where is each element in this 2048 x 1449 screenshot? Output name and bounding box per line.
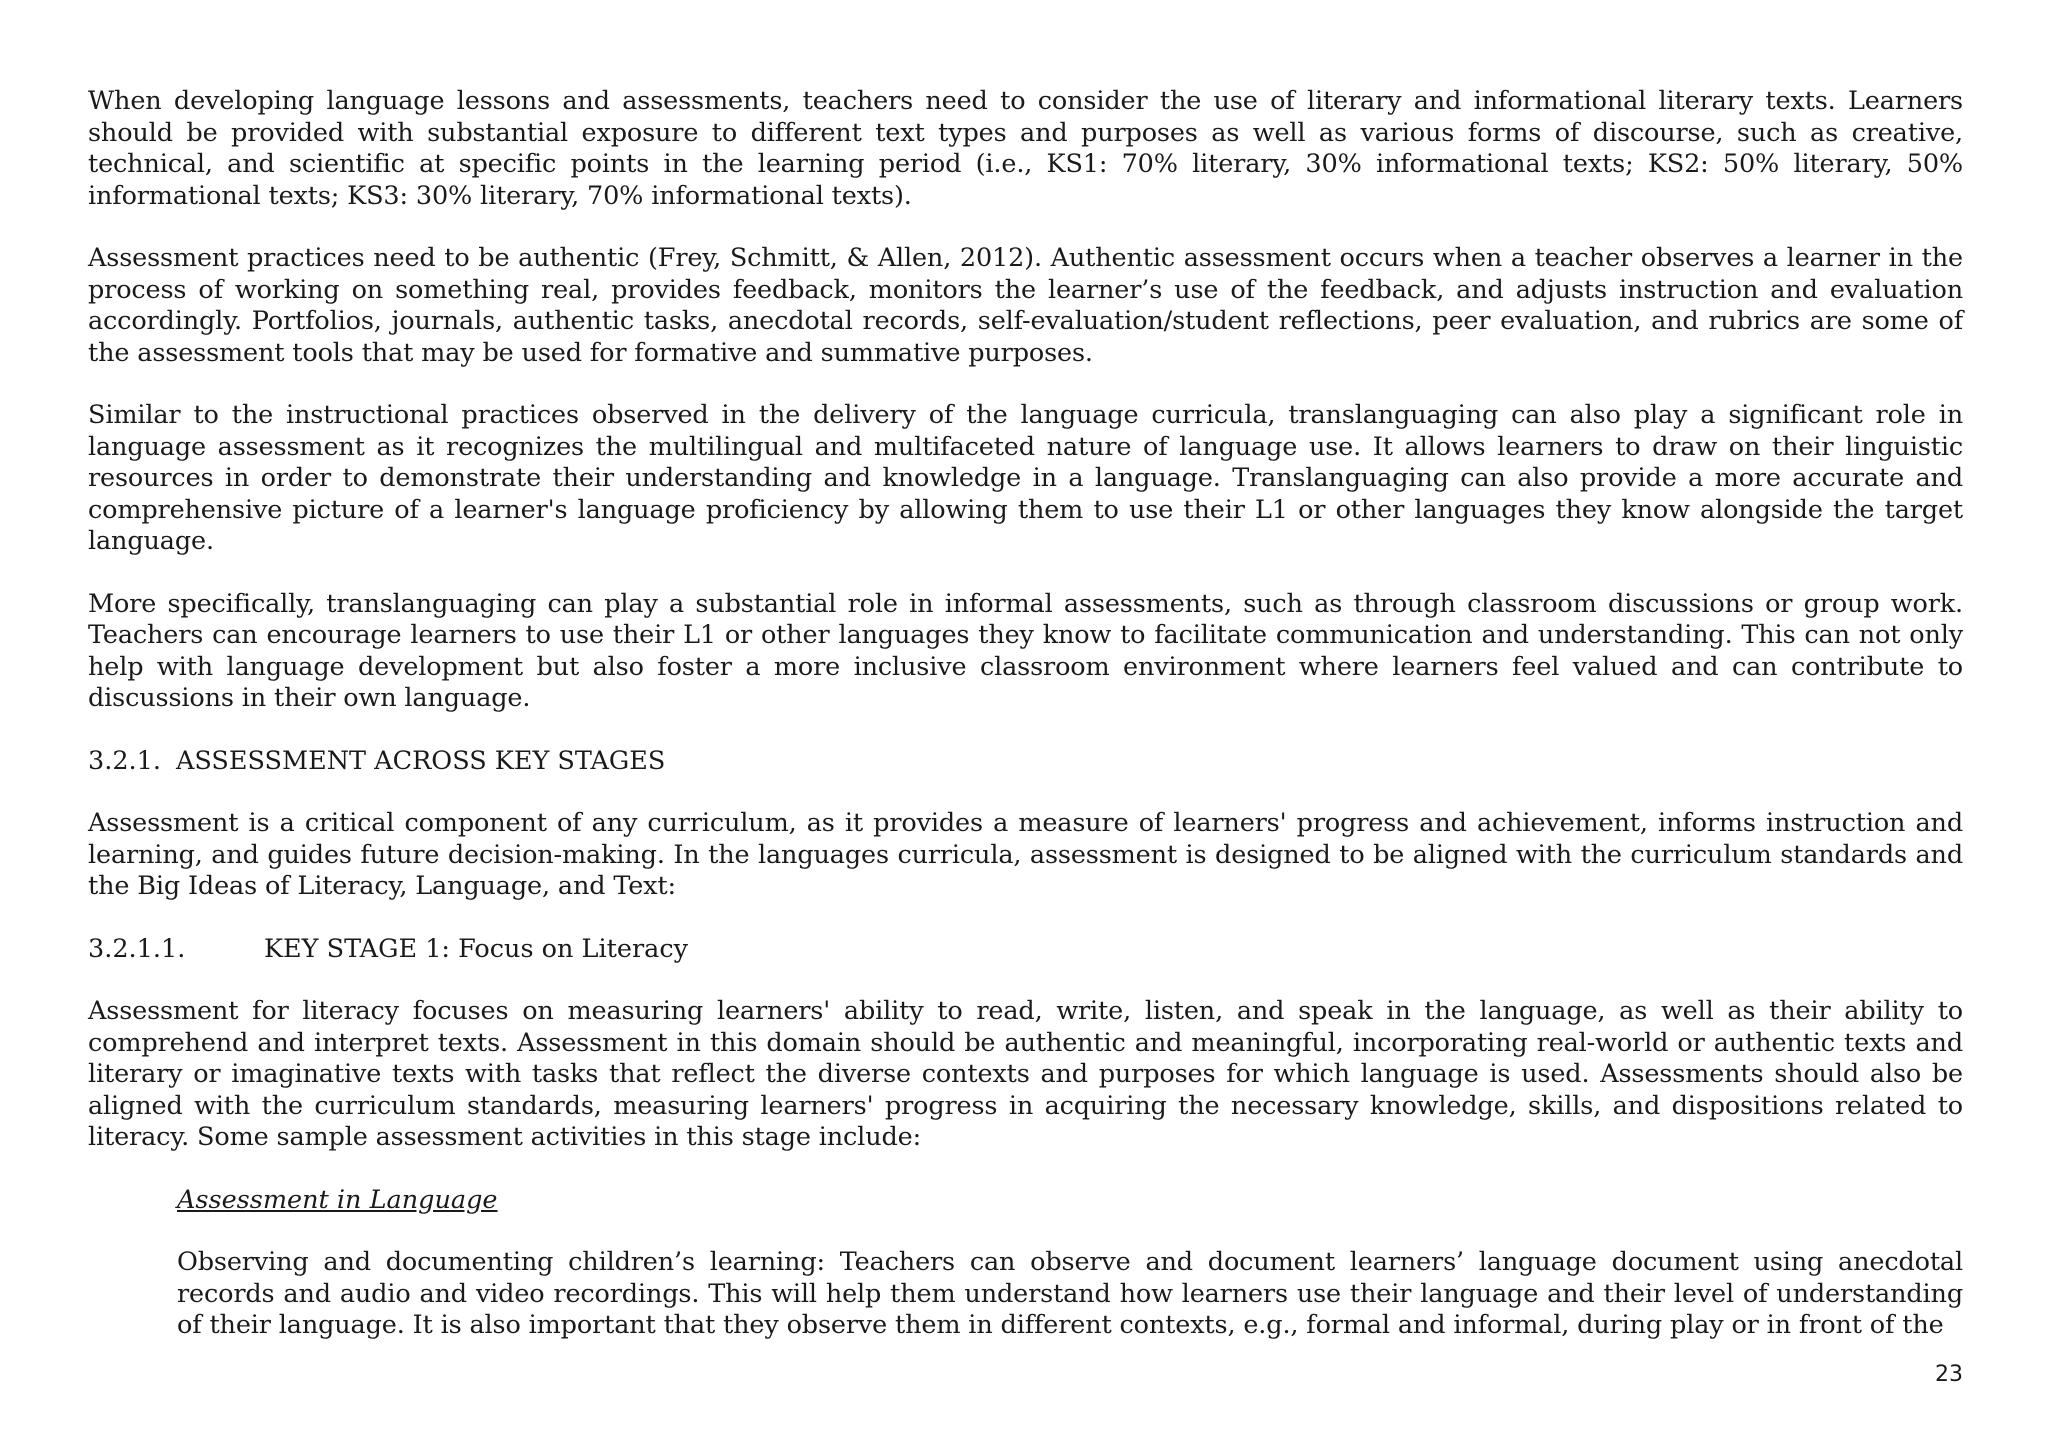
indented-block [88,1185,1963,1342]
paragraph-translanguaging-role: Similar to the instructional practices observed in the delivery of the language curricula, translanguaging can also play a significant role in language assessment as it recognizes the multilingual and multifaceted nature of language use. It allows learners to draw on their linguistic resources in order to demonstrate their understanding and knowledge in a language. Translanguaging can also provide a more accurate and comprehensive picture of a learner's language proficiency by allowing them to use their L1 or other languages they know alongside the target language. [88,400,1963,556]
paragraph-informal-assessments: More specifically, translanguaging can play a substantial role in informal assessments, such as through classroom discussions or group work. Teachers can encourage learners to use their L1 or other languages they know to facilitate communication and understanding. This can not only help with language development but also foster a more inclusive classroom environment where learners feel valued and can contribute to discussions in their own language. [88,588,1963,713]
page-number: 23 [1935,1362,1963,1387]
paragraph-observing-documenting: Observing and documenting children’s learning: Teachers can observe and document learners’ language document using anecdotal records and audio and video recordings. This will help them understand how learners use their language and their level of understanding of their language. It is also important that they observe them in different contexts, e.g., formal and informal, during play or in front of the [177,1247,1963,1340]
paragraph-assessment-critical: Assessment is a critical component of any curriculum, as it provides a measure of learners' progress and achievement, informs instruction and learning, and guides future decision-making. In the languages curricula, assessment is designed to be aligned with the curriculum standards and the Big Ideas of Literacy, Language, and Text: [88,808,1963,901]
section-title: ASSESSMENT ACROSS KEY STAGES [176,745,666,776]
paragraph-authentic-assessment: Assessment practices need to be authentic (Frey, Schmitt, & Allen, 2012). Authentic assessment occurs when a teacher observes a learner in the process of working on something real, provides feedback, monitors the learner’s use of the feedback, and adjusts instruction and evaluation accordingly. Portfolios, journals, authentic tasks, anecdotal records, self-evaluation/student reflections, peer evaluation, and rubrics are some of the assessment tools that may be used for formative and summative purposes. [88,243,1963,368]
section-number: 3.2.1. [88,745,161,776]
assessment-in-language-heading: Assessment in Language [177,1184,498,1215]
subsection-heading-key-stage-1 [88,934,1963,966]
subsection-number: 3.2.1.1. [88,933,186,964]
section-heading-assessment-key-stages [88,746,1963,778]
paragraph-assessment-literacy: Assessment for literacy focuses on measuring learners' ability to read, write, listen, and speak in the language, as well as their ability to comprehend and interpret texts. Assessment in this domain should be authentic and meaningful, incorporating real-world or authentic texts and literary or imaginative texts with tasks that reflect the diverse contexts and purposes for which language is used. Assessments should also be aligned with the curriculum standards, measuring learners' progress in acquiring the necessary knowledge, skills, and dispositions related to literacy. Some sample assessment activities in this stage include: [88,996,1963,1152]
page-content [88,86,1963,1373]
paragraph-literary-texts: When developing language lessons and assessments, teachers need to consider the use of literary and informational literary texts. Learners should be provided with substantial exposure to different text types and purposes as well as various forms of discourse, such as creative, technical, and scientific at specific points in the learning period (i.e., KS1: 70% literary, 30% informational texts; KS2: 50% literary, 50% informational texts; KS3: 30% literary, 70% informational texts). [88,86,1963,211]
subsection-title: KEY STAGE 1: Focus on Literacy [264,933,689,964]
